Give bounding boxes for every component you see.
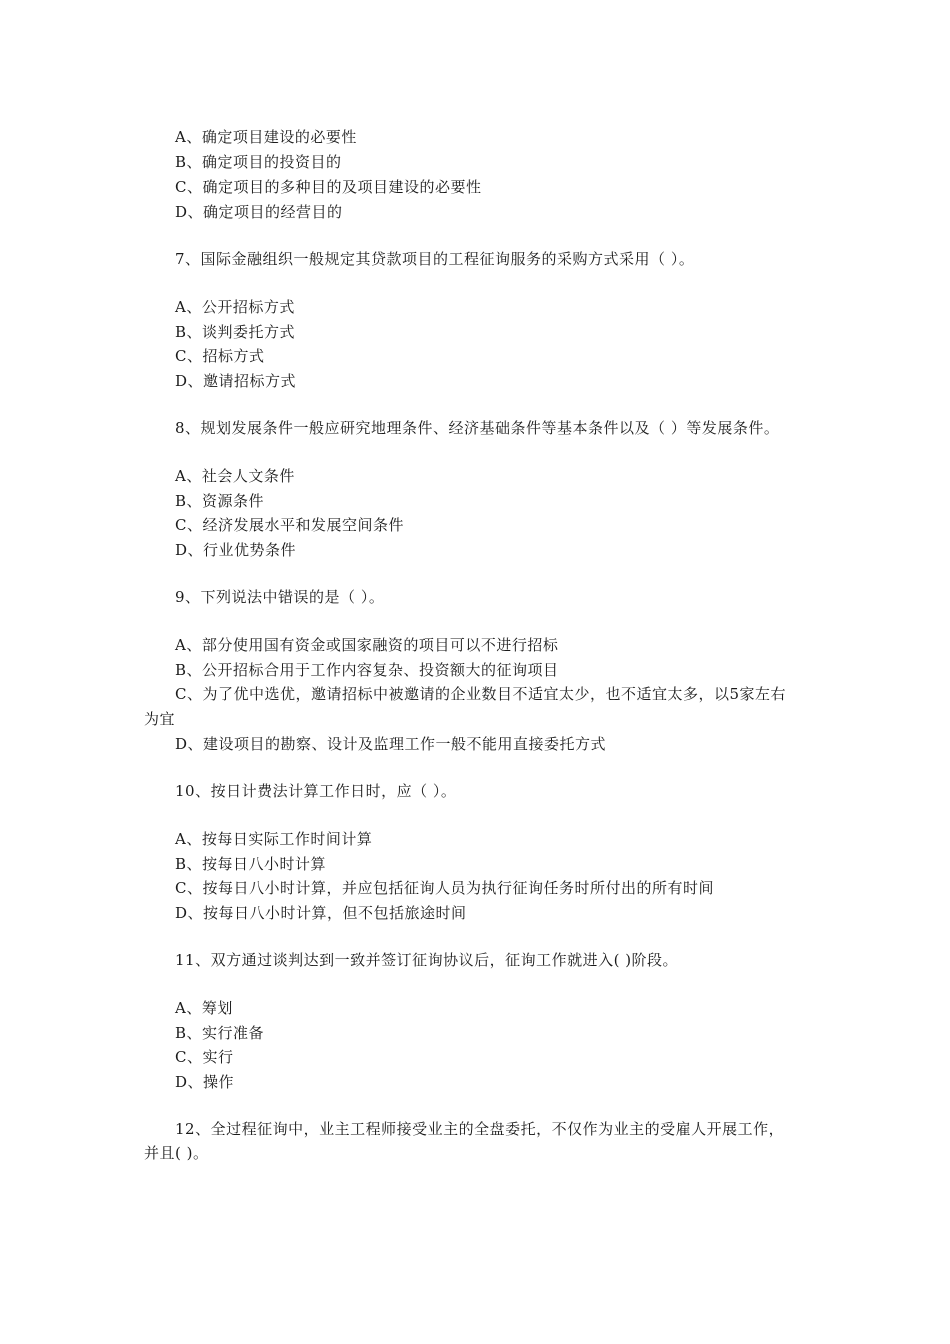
q6-option-b: B、确定项目的投资目的 bbox=[175, 153, 342, 171]
q7-stem: 7、国际金融组织一般规定其贷款项目的工程征询服务的采购方式采用（ ）。 bbox=[175, 250, 695, 268]
q10-stem: 10、按日计费法计算工作日时，应（ ）。 bbox=[175, 782, 457, 800]
q9-option-c: C、为了优中选优，邀请招标中被邀请的企业数目不适宜太少，也不适宜太多，以5家左右 bbox=[175, 685, 787, 703]
q12-stem-line1: 12、全过程征询中，业主工程师接受业主的全盘委托，不仅作为业主的受雇人开展工作， bbox=[175, 1120, 785, 1138]
q6-option-c: C、确定项目的多种目的及项目建设的必要性 bbox=[175, 178, 482, 196]
q10-option-a: A、按每日实际工作时间计算 bbox=[175, 830, 373, 848]
q11-stem: 11、双方通过谈判达到一致并签订征询协议后，征询工作就进入( )阶段。 bbox=[175, 951, 679, 969]
q11-option-a: A、筹划 bbox=[175, 999, 233, 1017]
q6-option-a: A、确定项目建设的必要性 bbox=[175, 128, 357, 146]
q8-option-c: C、经济发展水平和发展空间条件 bbox=[175, 516, 404, 534]
q12-stem-line2: 并且( )。 bbox=[144, 1144, 209, 1162]
q9-option-a: A、部分使用国有资金或国家融资的项目可以不进行招标 bbox=[175, 636, 559, 654]
q9-option-c-continued: 为宜 bbox=[144, 710, 176, 728]
q9-option-b: B、公开招标合用于工作内容复杂、投资额大的征询项目 bbox=[175, 661, 559, 679]
q8-stem: 8、规划发展条件一般应研究地理条件、经济基础条件等基本条件以及（ ）等发展条件。 bbox=[175, 419, 780, 437]
q11-option-d: D、操作 bbox=[175, 1073, 235, 1091]
q10-option-c: C、按每日八小时计算，并应包括征询人员为执行征询任务时所付出的所有时间 bbox=[175, 879, 714, 897]
q9-option-d: D、建设项目的勘察、设计及监理工作一般不能用直接委托方式 bbox=[175, 735, 607, 753]
q11-option-b: B、实行准备 bbox=[175, 1024, 265, 1042]
q10-option-d: D、按每日八小时计算，但不包括旅途时间 bbox=[175, 904, 467, 922]
q9-stem: 9、下列说法中错误的是（ ）。 bbox=[175, 588, 385, 606]
q11-option-c: C、实行 bbox=[175, 1048, 234, 1066]
q10-option-b: B、按每日八小时计算 bbox=[175, 855, 327, 873]
q8-option-d: D、行业优势条件 bbox=[175, 541, 297, 559]
q7-option-c: C、招标方式 bbox=[175, 347, 265, 365]
q7-option-d: D、邀请招标方式 bbox=[175, 372, 297, 390]
q8-option-a: A、社会人文条件 bbox=[175, 467, 295, 485]
q7-option-b: B、谈判委托方式 bbox=[175, 323, 296, 341]
q8-option-b: B、资源条件 bbox=[175, 492, 265, 510]
q7-option-a: A、公开招标方式 bbox=[175, 298, 295, 316]
q6-option-d: D、确定项目的经营目的 bbox=[175, 203, 343, 221]
